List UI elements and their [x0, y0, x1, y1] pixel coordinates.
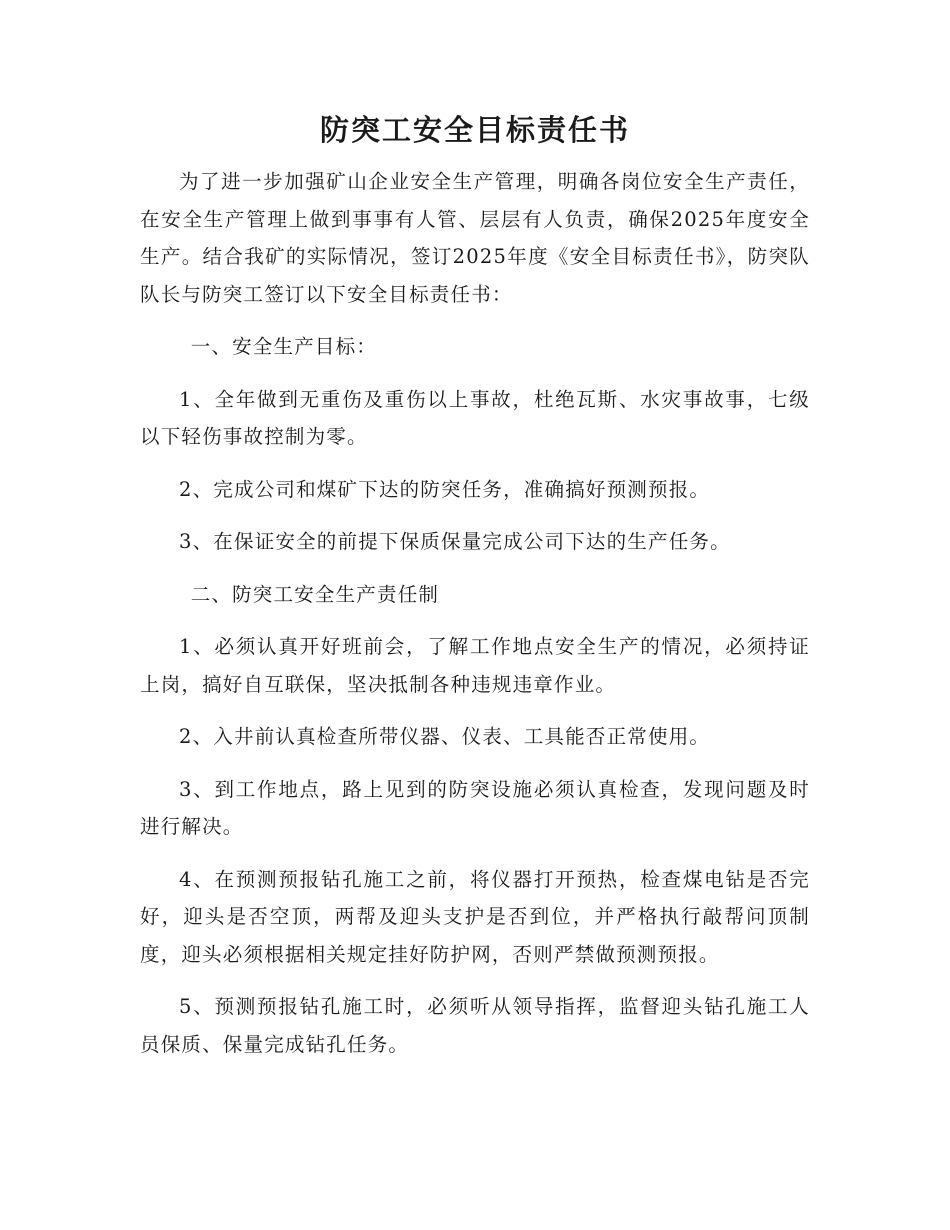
document-body [140, 163, 810, 1078]
section-heading-safety-goals: 一、安全生产目标： [190, 335, 377, 358]
responsibility-item-3: 3、到工作地点，路上见到的防突设施必须认真检查，发现问题及时进行解决。 [140, 777, 810, 838]
goal-item-2: 2、完成公司和煤矿下达的防突任务，准确搞好预测预报。 [179, 477, 711, 501]
section-heading-responsibility: 二、防突工安全生产责任制 [190, 582, 440, 606]
document-title: 防突工安全目标责任书 [319, 113, 630, 147]
goal-item-3: 3、在保证安全的前提下保质保量完成公司下达的生产任务。 [179, 530, 731, 553]
intro-paragraph: 为了进一步加强矿山企业安全生产管理，明确各岗位安全生产责任，在安全生产管理上做到事事有人管、层层有人负责，确保2025年度安全生产。结合我矿的实际情况，签订2025年度《安全目标责任书》，防突队队长与防突工签订以下安全目标责任书： [140, 170, 810, 306]
responsibility-item-5: 5、预测预报钻孔施工时，必须听从领导指挥，监督迎头钻孔施工人员保质、保量完成钻孔任务。 [140, 995, 810, 1056]
goal-item-1: 1、全年做到无重伤及重伤以上事故，杜绝瓦斯、水灾事故事，七级以下轻伤事故控制为零。 [140, 387, 810, 448]
responsibility-item-1: 1、必须认真开好班前会，了解工作地点安全生产的情况，必须持证上岗，搞好自互联保，坚决抵制各种违规违章作业。 [140, 635, 810, 696]
responsibility-item-4: 4、在预测预报钻孔施工之前，将仪器打开预热，检查煤电钻是否完好，迎头是否空顶，两帮及迎头支护是否到位，并严格执行敲帮问顶制度，迎头必须根据相关规定挂好防护网，否则严禁做预测预报。 [140, 867, 810, 966]
responsibility-item-2: 2、入井前认真检查所带仪器、仪表、工具能否正常使用。 [179, 725, 711, 748]
